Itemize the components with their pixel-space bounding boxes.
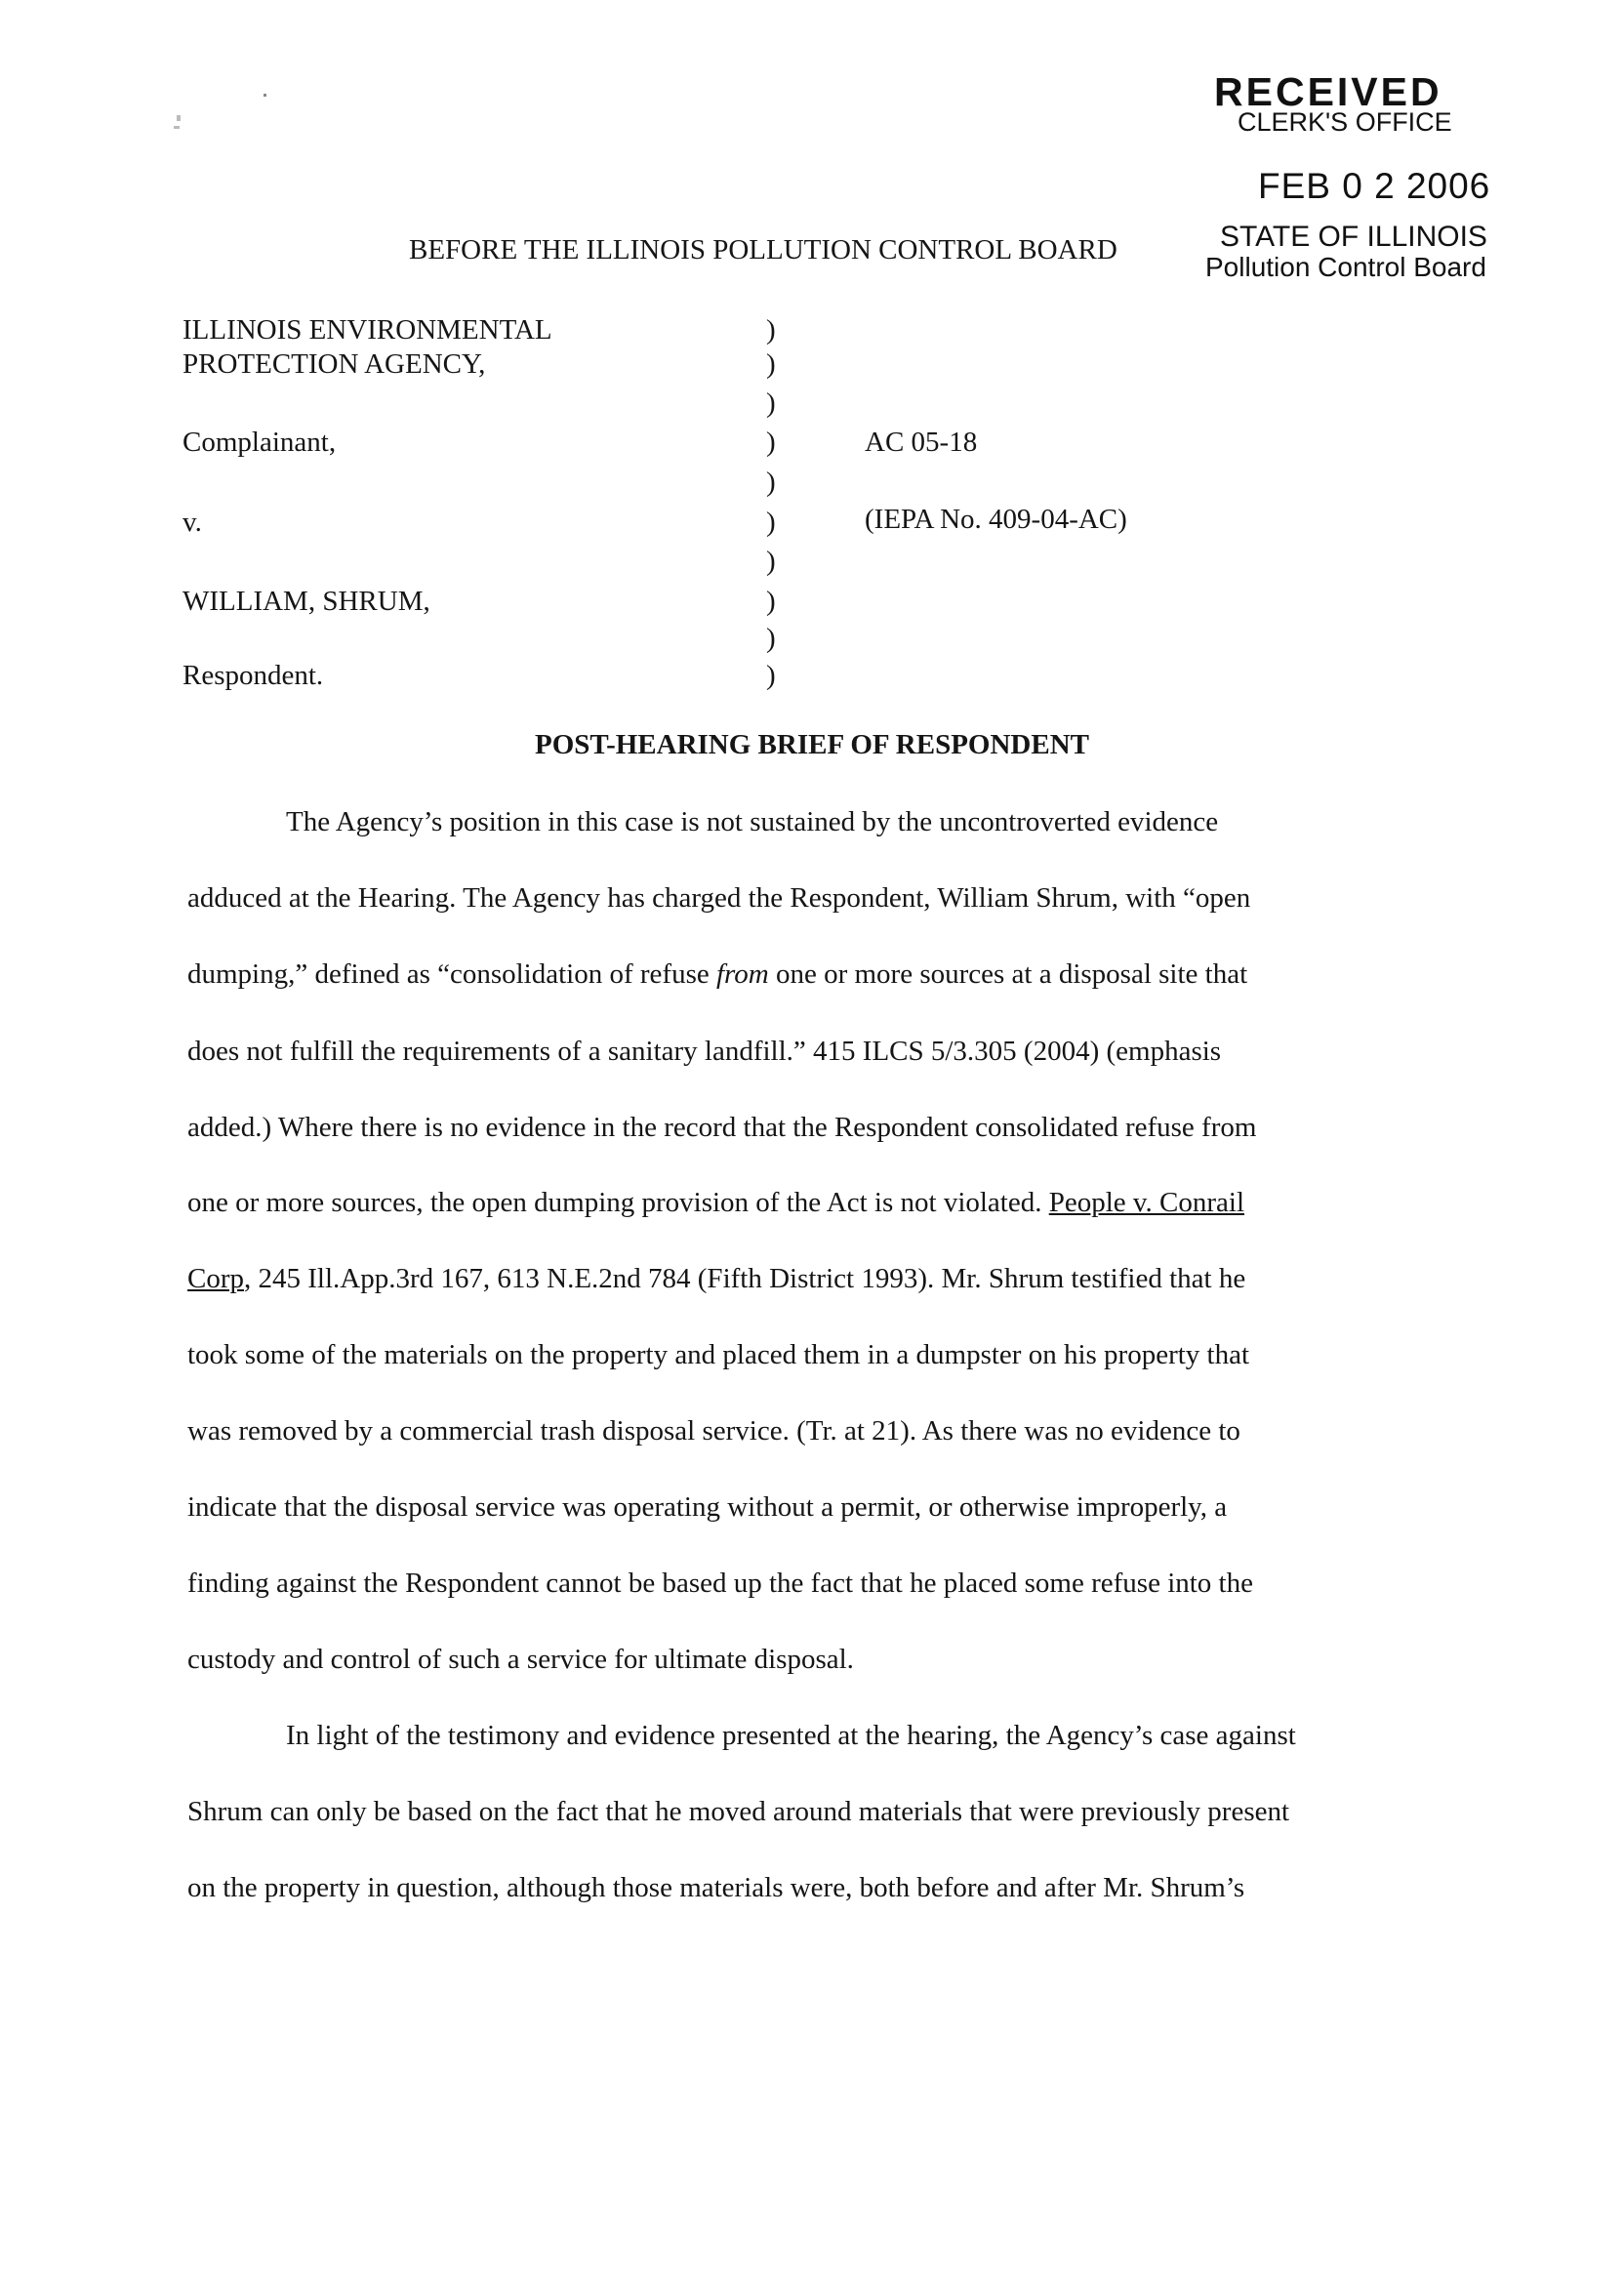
body-line: custody and control of such a service for ultimate disposal. bbox=[187, 1644, 854, 1675]
stamp-received: RECEIVED bbox=[1214, 69, 1442, 114]
body-line: The Agency’s position in this case is not sustained by the uncontroverted evidence bbox=[286, 806, 1219, 837]
scan-speck bbox=[174, 126, 180, 129]
body-line bbox=[187, 1263, 1245, 1295]
body-line: adduced at the Hearing. The Agency has charged the Respondent, William Shrum, with “open bbox=[187, 882, 1251, 914]
respondent-name: WILLIAM, SHRUM, bbox=[183, 586, 430, 617]
caption-parenthesis: ) bbox=[766, 660, 776, 691]
case-citation: People v. Conrail bbox=[1048, 1187, 1245, 1218]
board-heading: BEFORE THE ILLINOIS POLLUTION CONTROL BOARD bbox=[409, 234, 1117, 265]
body-text: one or more sources, the open dumping provision of the Act is not violated. bbox=[187, 1187, 1049, 1218]
body-line bbox=[187, 1187, 1244, 1219]
body-line: finding against the Respondent cannot be based up the fact that he placed some refuse into the bbox=[187, 1568, 1253, 1599]
body-line: does not fulfill the requirements of a sanitary landfill.” 415 ILCS 5/3.305 (2004) (emphasis bbox=[187, 1036, 1222, 1067]
scan-speck bbox=[264, 94, 266, 97]
versus: v. bbox=[183, 507, 202, 538]
body-text: , 245 Ill.App.3rd 167, 613 N.E.2nd 784 (Fifth District 1993). Mr. Shrum testified that he bbox=[244, 1263, 1246, 1294]
case-number: AC 05-18 bbox=[865, 427, 978, 458]
respondent-role: Respondent. bbox=[183, 660, 324, 691]
body-line: In light of the testimony and evidence presented at the hearing, the Agency’s case against bbox=[286, 1720, 1296, 1751]
caption-parenthesis: ) bbox=[766, 586, 776, 617]
caption-parenthesis: ) bbox=[766, 387, 776, 419]
complainant-name-line-2: PROTECTION AGENCY, bbox=[183, 348, 486, 380]
stamp-clerks-office: CLERK'S OFFICE bbox=[1238, 107, 1452, 137]
body-line: Shrum can only be based on the fact that he moved around materials that were previously present bbox=[187, 1796, 1290, 1827]
body-line bbox=[187, 958, 1247, 991]
caption-parenthesis: ) bbox=[766, 623, 776, 654]
caption-parenthesis: ) bbox=[766, 348, 776, 380]
scan-speck bbox=[177, 115, 181, 121]
caption-parenthesis: ) bbox=[766, 546, 776, 577]
complainant-name-line-1: ILLINOIS ENVIRONMENTAL bbox=[183, 314, 552, 346]
caption-parenthesis: ) bbox=[766, 427, 776, 458]
stamp-date: FEB 0 2 2006 bbox=[1258, 166, 1491, 206]
emphasis-from: from bbox=[715, 958, 769, 990]
iepa-number: (IEPA No. 409-04-AC) bbox=[865, 504, 1127, 535]
stamp-state: STATE OF ILLINOIS bbox=[1220, 221, 1487, 253]
body-line: indicate that the disposal service was operating without a permit, or otherwise improperly, a bbox=[187, 1491, 1228, 1523]
body-line: took some of the materials on the property and placed them in a dumpster on his property that bbox=[187, 1339, 1250, 1370]
brief-title: POST-HEARING BRIEF OF RESPONDENT bbox=[534, 729, 1089, 760]
caption-parenthesis: ) bbox=[766, 314, 776, 346]
body-line: was removed by a commercial trash disposal service. (Tr. at 21). As there was no evidence to bbox=[187, 1415, 1240, 1447]
body-text: one or more sources at a disposal site that bbox=[768, 958, 1248, 990]
stamp-board: Pollution Control Board bbox=[1205, 252, 1486, 282]
caption-parenthesis: ) bbox=[766, 507, 776, 538]
body-line: on the property in question, although those materials were, both before and after Mr. Shrum’s bbox=[187, 1872, 1245, 1903]
caption-parenthesis: ) bbox=[766, 467, 776, 498]
body-line: added.) Where there is no evidence in the record that the Respondent consolidated refuse from bbox=[187, 1112, 1257, 1143]
case-citation: Corp bbox=[187, 1263, 244, 1294]
complainant-role: Complainant, bbox=[183, 427, 337, 458]
body-text: dumping,” defined as “consolidation of refuse bbox=[187, 958, 716, 990]
